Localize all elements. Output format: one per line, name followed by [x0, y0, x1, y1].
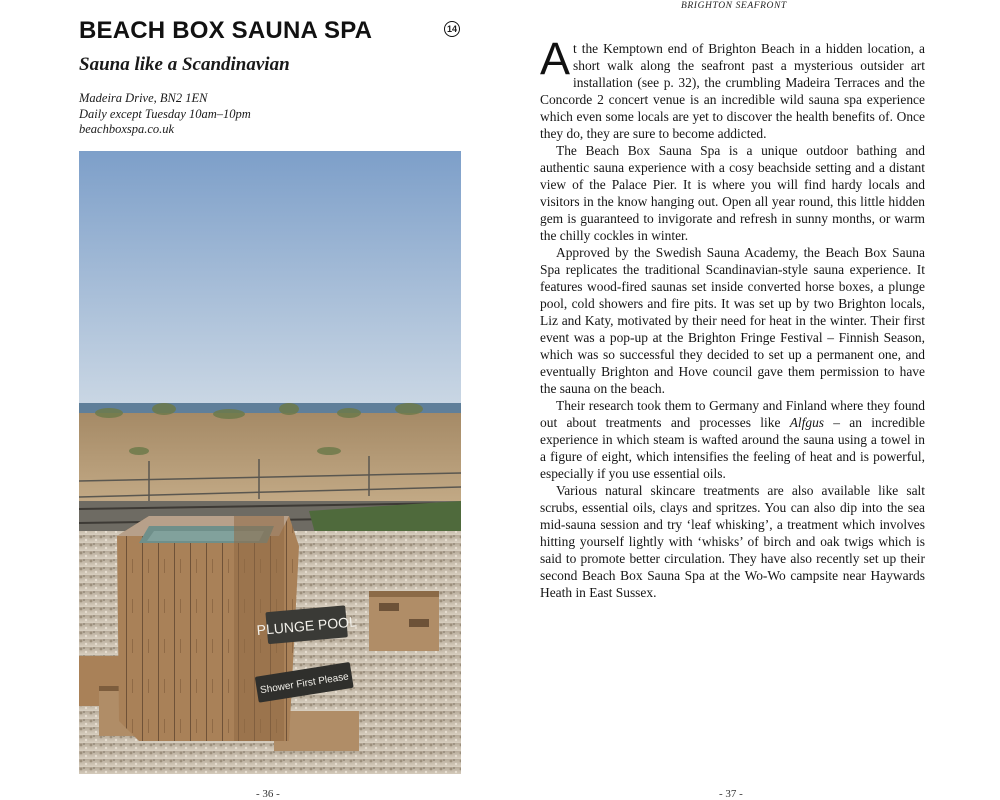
venue-address: Madeira Drive, BN2 1EN [79, 91, 208, 105]
article-paragraph: The Beach Box Sauna Spa is a unique outdoor bathing and authentic sauna experience with a cosy beachside setting and a distant view of the Palace Pier. It is where you will find hardy locals and visitors in the know hanging out. Open all year round, this little hidden gem is guaranteed to invigorate and refresh in sunny months, or warm the chilly cockles in winter. [540, 143, 925, 243]
page-number: - 37 - [719, 788, 743, 800]
plunge-pool-photo [79, 151, 461, 774]
italic-term: Alfgus [789, 415, 825, 430]
venue-info [79, 91, 251, 138]
article-paragraph [540, 33, 925, 142]
shower-sign: Shower First Please [259, 671, 350, 697]
drop-cap: A [540, 33, 571, 84]
article-paragraph: Various natural skincare treatments are also available like salt scrubs, essential oils, clays and spritzes. You can also dip into the sea mid-sauna session and try ‘leaf whisking’, a treatment which involves hitting yourself lightly with ‘whisks’ of birch and oak twigs which is said to promote better circulation. They have also recently set up their second Beach Box Sauna Spa at the Wo-Wo campsite near Haywards Heath in East Sussex. [540, 483, 925, 600]
plunge-pool-sign: PLUNGE POOL [256, 613, 358, 639]
venue-website: beachboxspa.co.uk [79, 122, 175, 136]
venue-hours: Daily except Tuesday 10am–10pm [79, 106, 251, 121]
right-page [500, 0, 1000, 800]
entry-number-badge: 14 [444, 21, 460, 37]
article-body [540, 33, 925, 601]
paragraph-text: Their research took them to Germany and Finland where they found out about treatments and processes like [540, 398, 925, 430]
page-title: BEACH BOX SAUNA SPA [79, 17, 373, 44]
paragraph-text: t the Kemptown end of Brighton Beach in a hidden location, a short walk along the seafront past a mysterious outsider art installation (see p. 32), the crumbling Madeira Terraces and the Concorde 2 concert venue is an incredible wild sauna spa experience which even some locals are yet to discover the health benefits of. Once they do, they are sure to become addicted. [540, 41, 925, 141]
article-paragraph [540, 397, 925, 482]
paragraph-text: – an incredible experience in which steam is wafted around the sauna using a towel in a figure of eight, which intensifies the feeling of heat and is powerful, especially if you use essential oils. [540, 415, 925, 481]
running-head: BRIGHTON SEAFRONT [681, 1, 787, 11]
page-subtitle: Sauna like a Scandinavian [79, 54, 290, 75]
article-paragraph: Approved by the Swedish Sauna Academy, the Beach Box Sauna Spa replicates the traditional Scandinavian-style sauna experience. It features wood-fired saunas set inside converted horse boxes, a plunge pool, cold showers and fire pits. It was set up by two Brighton locals, Liz and Katy, motivated by their need for heat in the winter. Their first event was a pop-up at the Brighton Fringe Festival – Finnish Season, which was so successful they decided to set up a permanent one, and eventually Brighton and Hove council gave them permission to have the sauna on the beach. [540, 245, 925, 396]
page-number: - 36 - [256, 788, 280, 800]
